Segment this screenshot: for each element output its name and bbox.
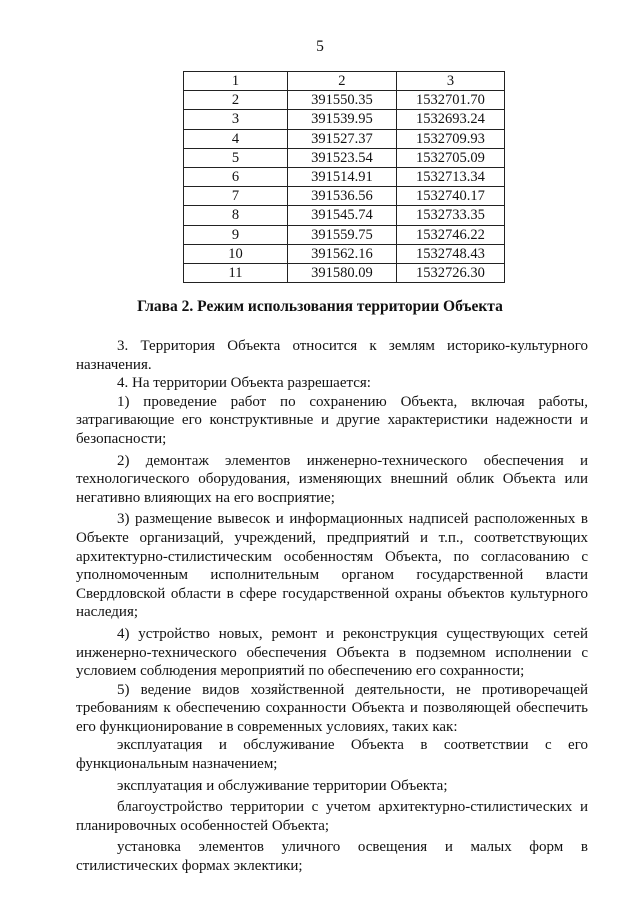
table-row [184, 167, 505, 186]
coordinates-table [183, 71, 505, 283]
table-cell: 7 [184, 187, 288, 206]
table-cell: 8 [184, 206, 288, 225]
table-row [184, 244, 505, 263]
table-cell: 1532726.30 [396, 263, 504, 282]
table-cell: 1532748.43 [396, 244, 504, 263]
table-header-cell: 2 [287, 72, 396, 91]
activity-landscaping: благоустройство территории с учетом архитектурно-стилистических и планировочных особенностей Объекта; [76, 799, 588, 834]
table-cell: 6 [184, 167, 288, 186]
table-cell: 391536.56 [287, 187, 396, 206]
table-cell: 391580.09 [287, 263, 396, 282]
table-cell: 10 [184, 244, 288, 263]
paragraph-4: 4. На территории Объекта разрешается: [117, 375, 371, 392]
table-cell: 5 [184, 148, 288, 167]
table-cell: 4 [184, 129, 288, 148]
table-cell: 1532705.09 [396, 148, 504, 167]
table-header-cell: 1 [184, 72, 288, 91]
table-cell: 391545.74 [287, 206, 396, 225]
page-number: 5 [316, 38, 324, 55]
table-row [184, 148, 505, 167]
table-row [184, 187, 505, 206]
table-row [184, 110, 505, 129]
table-cell: 391550.35 [287, 91, 396, 110]
activity-operation-object: эксплуатация и обслуживание Объекта в соответствии с его функциональным назначением; [76, 737, 588, 773]
list-item-4: 4) устройство новых, ремонт и реконструкция существующих сетей инженерно-технического обеспечения Объекта в подземном исполнении с условием соблюдения мероприятий по обеспечению его сохранности; [76, 625, 588, 680]
activity-operation-territory: эксплуатация и обслуживание территории Объекта; [117, 777, 448, 794]
list-item-5: 5) ведение видов хозяйственной деятельности, не противоречащей требованиям к обеспечению сохранности Объекта и позволяющей обеспечить его функционирование в современных условиях, таких как: [76, 681, 588, 735]
table-cell: 1532693.24 [396, 110, 504, 129]
table-row [184, 129, 505, 148]
table-cell: 1532740.17 [396, 187, 504, 206]
table-cell: 391559.75 [287, 225, 396, 244]
table-cell: 9 [184, 225, 288, 244]
table-cell: 11 [184, 263, 288, 282]
activity-lighting: установка элементов уличного освещения и малых форм в стилистических формах эклектики; [76, 839, 588, 875]
body-text [76, 337, 588, 876]
table-cell: 391523.54 [287, 148, 396, 167]
table-cell: 2 [184, 91, 288, 110]
table-cell: 3 [184, 110, 288, 129]
list-item-3: 3) размещение вывесок и информационных надписей расположенных в Объекте организаций, учреждений, предприятий и т.п., соответствующих архитектурно-стилистическим особенностям Объекта, по согласованию с уполномоченным исполнительным органом государственной власти Свердловской области в сфере государственной охраны объектов культурного наследия; [76, 511, 588, 621]
table-row [184, 206, 505, 225]
paragraph-3: 3. Территория Объекта относится к землям историко-культурного назначения. [76, 338, 588, 373]
table-cell: 1532709.93 [396, 129, 504, 148]
table-cell: 391527.37 [287, 129, 396, 148]
table-cell: 1532713.34 [396, 167, 504, 186]
table-cell: 391514.91 [287, 167, 396, 186]
list-item-2: 2) демонтаж элементов инженерно-технического обеспечения и технологического оборудования, изменяющих внешний облик Объекта или негативно влияющих на его восприятие; [76, 452, 588, 506]
table-cell: 1532701.70 [396, 91, 504, 110]
table-cell: 391562.16 [287, 244, 396, 263]
table-cell: 391539.95 [287, 110, 396, 129]
chapter-heading: Глава 2. Режим использования территории Объекта [137, 298, 503, 315]
table-row [184, 91, 505, 110]
table-header-row [184, 72, 505, 91]
list-item-1: 1) проведение работ по сохранению Объекта, включая работы, затрагивающие его конструктивные и другие характеристики надежности и безопасности; [76, 393, 588, 447]
table-cell: 1532746.22 [396, 225, 504, 244]
table-row [184, 225, 505, 244]
table-cell: 1532733.35 [396, 206, 504, 225]
table-header-cell: 3 [396, 72, 504, 91]
table-row [184, 263, 505, 282]
